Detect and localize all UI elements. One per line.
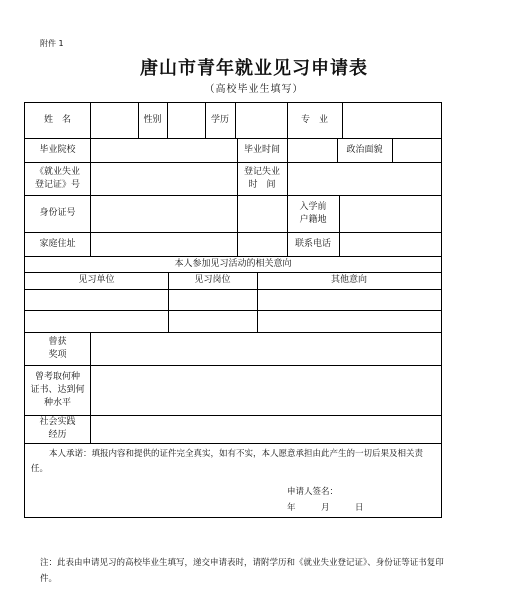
signature-field[interactable] (351, 483, 436, 497)
intent-header-other: 其他意向 (330, 275, 367, 285)
household-field[interactable] (340, 196, 440, 231)
certs-label-line1: 曾考取何种 (34, 371, 80, 382)
intent-position-field-2[interactable] (169, 311, 256, 331)
date-year-label: 年 (287, 503, 296, 513)
intent-header-position: 见习岗位 (194, 275, 231, 285)
signature-label: 申请人签名： (287, 487, 339, 497)
unemployment-cert-field[interactable] (91, 163, 236, 194)
page-title: 唐山市青年就业见习申请表 (140, 58, 368, 79)
awards-field[interactable] (91, 333, 440, 364)
household-label-line2: 户籍地 (299, 214, 327, 225)
household-label-line1: 入学前 (299, 201, 327, 212)
awards-label-line1: 曾获 (48, 336, 67, 347)
attachment-label: 附件 1 (40, 39, 64, 48)
intent-position-field-1[interactable] (169, 290, 256, 309)
gender-label: 性别 (143, 115, 162, 125)
unemployment-cert-label-line1: 《就业失业 (34, 166, 80, 177)
id-field[interactable] (91, 196, 286, 231)
reg-time-label-line2: 时 间 (248, 179, 276, 190)
unemployment-cert-label (25, 162, 90, 195)
date-month-label: 月 (321, 503, 330, 513)
application-form (24, 102, 442, 518)
certs-field[interactable] (91, 366, 440, 414)
phone-field[interactable] (340, 233, 440, 255)
awards-label (25, 332, 90, 365)
gender-field[interactable] (168, 104, 204, 137)
pledge-text: 本人承诺：填报内容和提供的证件完全真实，如有不实，本人愿意承担由此产生的一切后果及相关责任。 (31, 449, 424, 474)
political-label: 政治面貌 (346, 144, 383, 155)
practice-field[interactable] (91, 416, 440, 442)
practice-label (25, 415, 90, 443)
political-field[interactable] (393, 139, 440, 161)
practice-label-line1: 社会实践 (39, 417, 76, 427)
date-day-label: 日 (355, 503, 364, 513)
awards-label-line2: 奖项 (48, 349, 67, 360)
unemployment-cert-label-line2: 登记证》号 (34, 179, 80, 190)
intent-section-header: 本人参加见习活动的相关意向 (174, 258, 292, 269)
address-label: 家庭住址 (39, 238, 76, 249)
household-label (287, 195, 339, 232)
school-field[interactable] (91, 139, 236, 161)
certs-label-line3: 种水平 (43, 397, 71, 408)
major-label: 专 业 (300, 115, 328, 125)
major-field[interactable] (343, 104, 440, 137)
intent-header-unit: 见习单位 (78, 275, 115, 285)
school-label: 毕业院校 (39, 144, 76, 155)
address-field[interactable] (91, 233, 286, 255)
education-label: 学历 (210, 115, 229, 125)
certs-label-line2: 证书、达到何 (30, 384, 85, 395)
grad-time-label: 毕业时间 (243, 144, 280, 155)
reg-time-label (237, 162, 287, 195)
certs-label (25, 365, 90, 415)
intent-other-field-1[interactable] (258, 290, 440, 309)
name-label: 姓 名 (43, 115, 71, 125)
reg-time-label-line1: 登记失业 (243, 166, 280, 177)
intent-other-field-2[interactable] (258, 311, 440, 331)
education-field[interactable] (236, 104, 286, 137)
practice-label-line2: 经历 (48, 430, 67, 440)
intent-unit-field-1[interactable] (26, 290, 167, 309)
reg-time-field[interactable] (288, 163, 440, 194)
name-field[interactable] (91, 104, 137, 137)
page-subtitle: （高校毕业生填写） (204, 84, 304, 95)
intent-unit-field-2[interactable] (26, 311, 167, 331)
phone-label: 联系电话 (294, 238, 331, 249)
id-label: 身份证号 (39, 208, 76, 218)
grad-time-field[interactable] (288, 139, 336, 161)
footnote: 注：此表由申请见习的高校毕业生填写，递交申请表时，请附学历和《就业失业登记证》、身份证等证书复印件。 (40, 558, 444, 584)
